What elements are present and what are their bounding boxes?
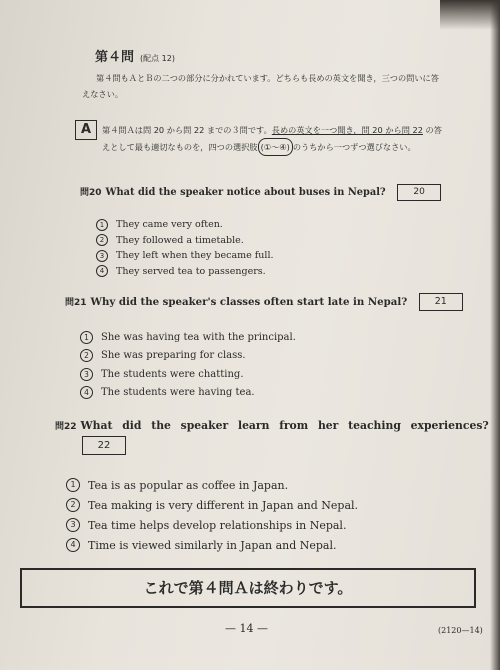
- option-text: She was preparing for class.: [101, 350, 246, 362]
- option-item: [96, 233, 274, 249]
- option-number-icon: 1: [96, 219, 108, 231]
- option-number-icon: 4: [80, 386, 93, 399]
- question-20-options: [96, 217, 274, 279]
- question-text: What did the speaker learn from her teaching experiences?: [80, 419, 489, 432]
- answer-box: 20: [397, 184, 441, 201]
- question-22-options: [66, 475, 358, 555]
- question-21-options: [80, 328, 296, 402]
- option-number-icon: 3: [80, 368, 93, 381]
- page-code: (2120—14): [438, 626, 483, 635]
- question-22: [55, 419, 489, 432]
- option-text: Tea is as popular as coffee in Japan.: [88, 478, 289, 492]
- instruction-part-1: 第４問Ａは問 20 から問 22 までの３問です。: [102, 125, 272, 135]
- option-item: [96, 248, 274, 264]
- option-number-icon: 3: [96, 250, 108, 262]
- option-text: Tea making is very different in Japan and Nepal.: [88, 498, 359, 512]
- option-text: The students were having tea.: [101, 387, 255, 399]
- option-number-icon: 2: [66, 498, 80, 512]
- option-item: [80, 328, 296, 347]
- option-text: They served tea to passengers.: [116, 265, 266, 277]
- end-notice-box: これで第４問Ａは終わりです。: [20, 568, 476, 608]
- question-21: [65, 293, 463, 311]
- option-number-icon: 4: [96, 265, 108, 277]
- question-number: 問22: [55, 422, 77, 432]
- option-item: [96, 264, 274, 280]
- part-a-label: A: [75, 120, 97, 140]
- page-corner-shadow: [440, 0, 500, 30]
- answer-box: 21: [419, 293, 463, 311]
- option-item: [66, 475, 358, 495]
- option-number-icon: 2: [96, 234, 108, 246]
- option-text: They came very often.: [116, 219, 223, 231]
- option-number-icon: 4: [66, 538, 80, 552]
- question-number: 問21: [65, 298, 87, 308]
- answer-box: 22: [82, 436, 126, 455]
- question-text: Why did the speaker's classes often start late in Nepal?: [90, 296, 408, 308]
- part-a-instructions: [102, 122, 447, 156]
- intro-text: 第４問もＡとＢの二つの部分に分かれています。どちらも長めの英文を聞き，三つの問いに答えなさい。: [82, 73, 439, 99]
- option-item: [66, 515, 358, 535]
- question-20: [80, 184, 441, 201]
- option-text: They followed a timetable.: [116, 234, 244, 246]
- page-edge-shadow: [490, 0, 500, 670]
- option-text: Tea time helps develop relationships in Nepal.: [88, 518, 347, 532]
- option-number-icon: 1: [80, 331, 93, 344]
- section-heading: [95, 46, 175, 65]
- option-text: Time is viewed similarly in Japan and Nepal.: [88, 538, 337, 552]
- option-item: [80, 365, 296, 384]
- question-text: What did the speaker notice about buses in Nepal?: [105, 187, 386, 198]
- option-number-icon: 3: [66, 518, 80, 532]
- instruction-part-2: の答えとして最も適切なものを，四つの選択肢: [102, 125, 442, 152]
- section-title: 第４問: [95, 50, 135, 65]
- option-item: [80, 347, 296, 366]
- points-label: (配点 12): [140, 54, 175, 63]
- question-number: 問20: [80, 188, 102, 198]
- option-number-icon: 1: [66, 478, 80, 492]
- option-number-icon: 2: [80, 349, 93, 362]
- option-item: [66, 495, 358, 515]
- page-number: — 14 —: [225, 622, 268, 635]
- option-range: (①〜④): [258, 138, 293, 156]
- option-item: [66, 535, 358, 555]
- option-text: The students were chatting.: [101, 368, 244, 380]
- option-text: She was having tea with the principal.: [101, 331, 296, 343]
- instruction-underlined: 長めの英文を一つ聞き，問 20 から問 22: [271, 125, 423, 135]
- instruction-part-3: のうちから一つずつ選びなさい。: [292, 142, 416, 152]
- option-item: [80, 384, 296, 403]
- option-item: [96, 217, 274, 233]
- option-text: They left when they became full.: [116, 250, 274, 262]
